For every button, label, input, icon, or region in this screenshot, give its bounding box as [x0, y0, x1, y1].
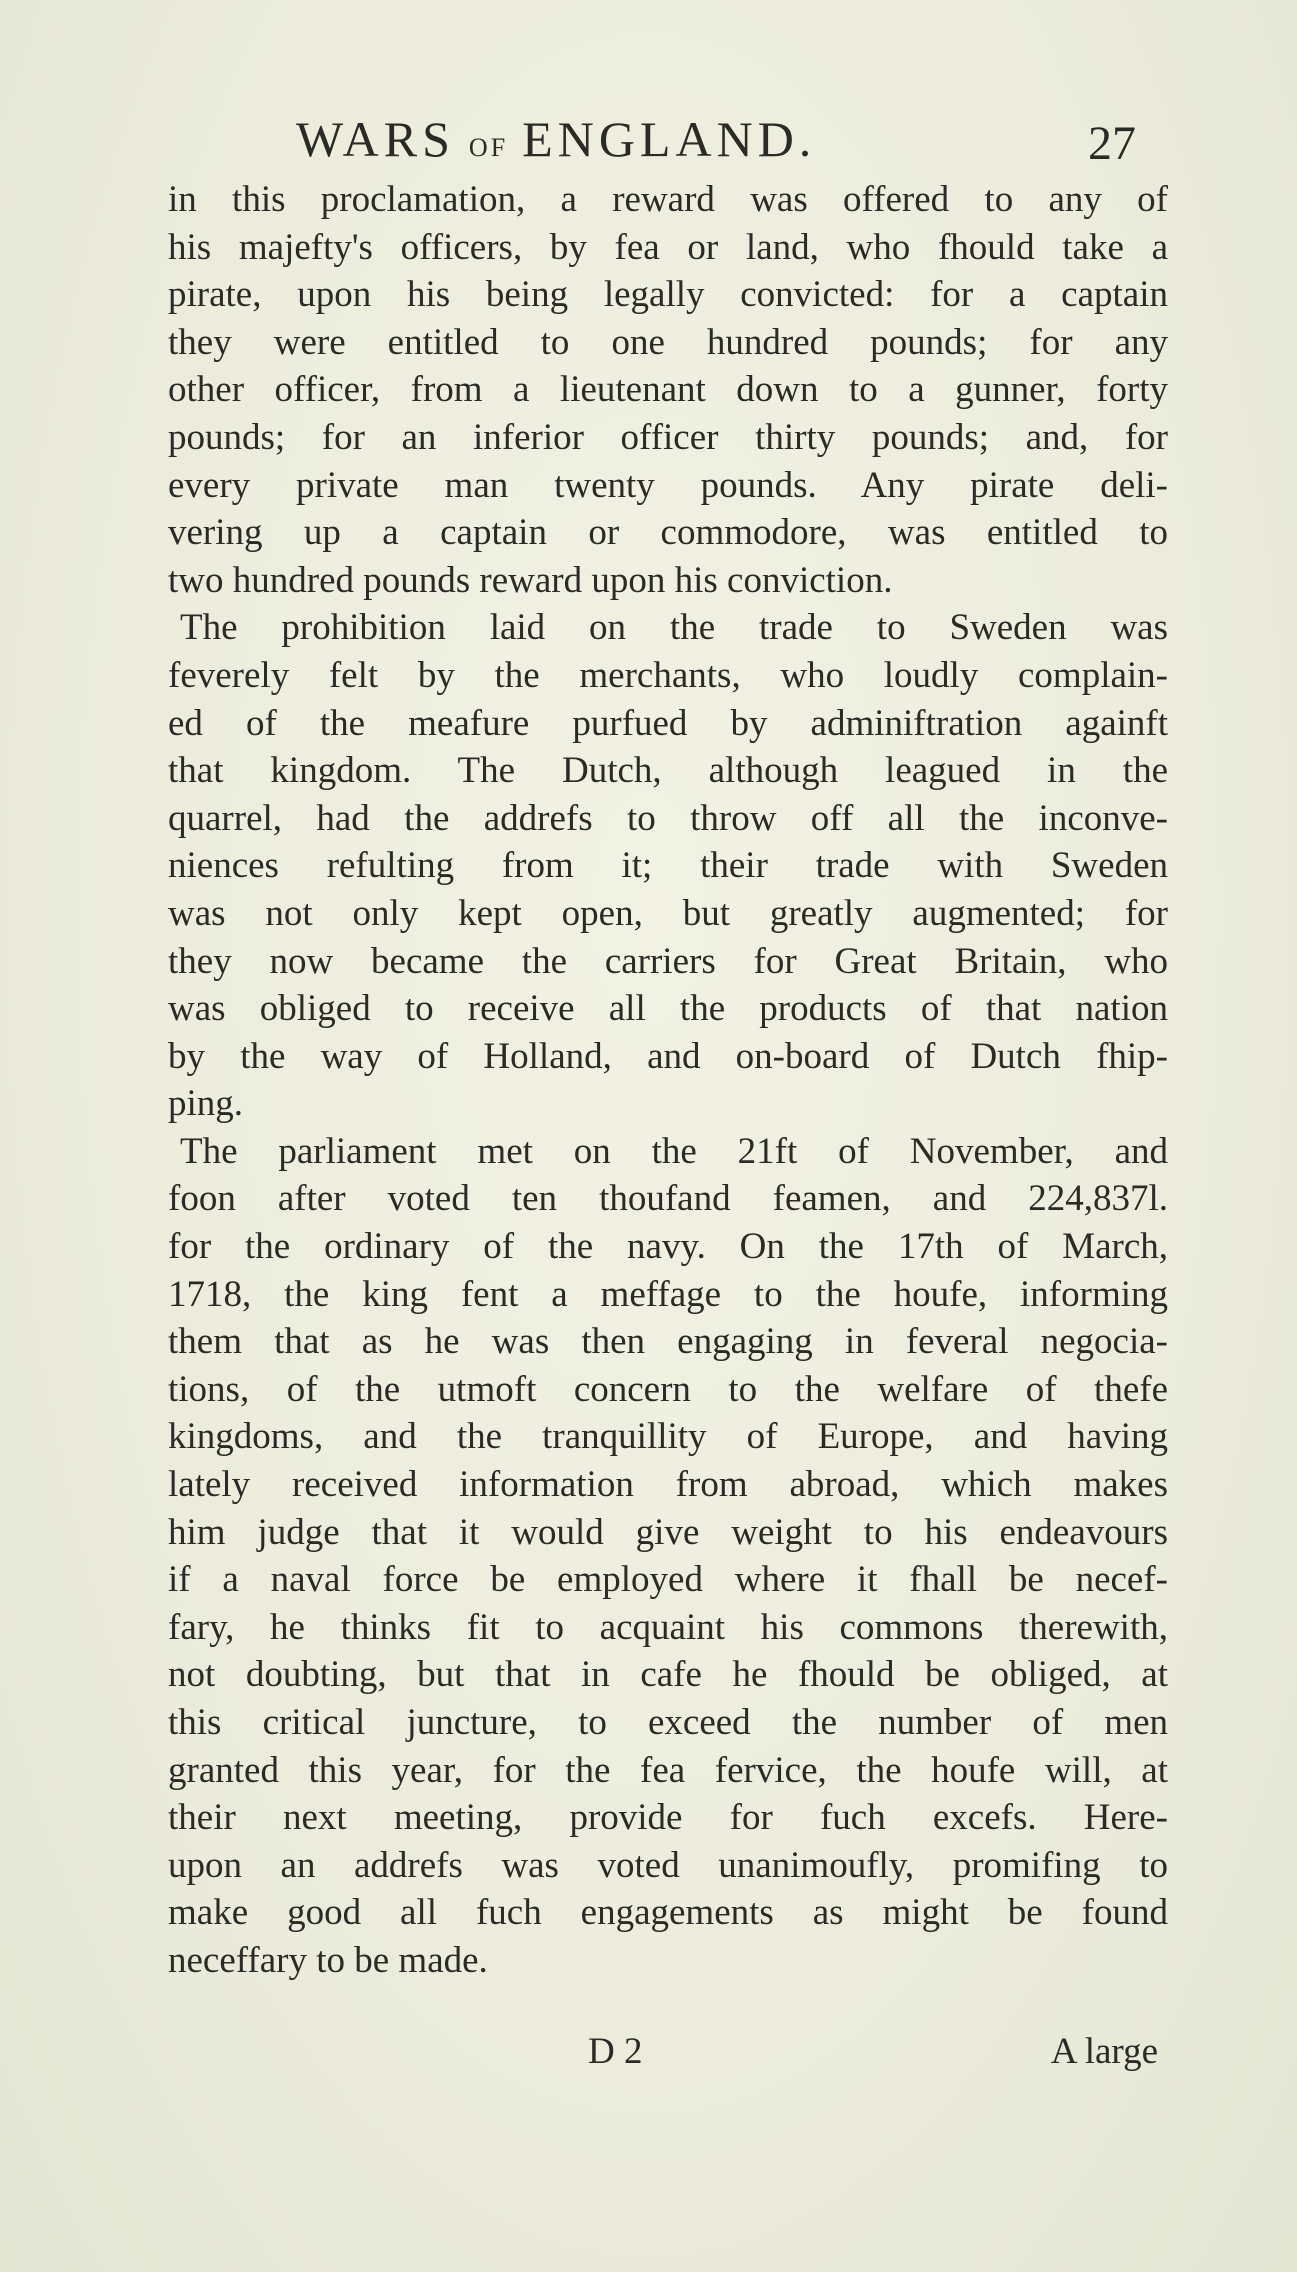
text-line: if a naval force be employed where it fhall be necef- [168, 1559, 1168, 1601]
running-title-part1: WARS [296, 111, 455, 167]
text-line: feverely felt by the merchants, who loudly complain- [168, 654, 1168, 696]
text-line: niences refulting from it; their trade with Sweden [168, 845, 1168, 887]
text-line: ping. [168, 1083, 244, 1125]
text-line: that kingdom. The Dutch, although leagued in the [168, 750, 1168, 792]
text-line: their next meeting, provide for fuch excefs. Here- [168, 1797, 1168, 1839]
running-title [296, 110, 816, 168]
text-line: pounds; for an inferior officer thirty pounds; and, for [168, 416, 1168, 458]
text-line: upon an addrefs was voted unanimoufly, promifing to [168, 1844, 1168, 1886]
page-footer [168, 2030, 1168, 2080]
text-line: every private man twenty pounds. Any pirate deli- [168, 464, 1168, 506]
text-line: was obliged to receive all the products of that nation [168, 988, 1168, 1030]
body-text [168, 176, 1168, 1985]
text-line: them that as he was then engaging in feveral negocia- [168, 1321, 1168, 1363]
paragraph-start: The parliament met on the 21ft of November, and [180, 1130, 1168, 1172]
text-line: other officer, from a lieutenant down to a gunner, forty [168, 369, 1168, 411]
text-line: tions, of the utmoft concern to the welfare of thefe [168, 1368, 1168, 1410]
text-line: him judge that it would give weight to his endeavours [168, 1511, 1168, 1553]
text-line: kingdoms, and the tranquillity of Europe, and having [168, 1416, 1168, 1458]
text-line: quarrel, had the addrefs to throw off all the inconve- [168, 797, 1168, 839]
text-line: was not only kept open, but greatly augmented; for [168, 892, 1168, 934]
text-line: fary, he thinks fit to acquaint his commons therewith, [168, 1606, 1168, 1648]
text-line: foon after voted ten thoufand feamen, and 224,837l. [168, 1178, 1168, 1220]
text-line: his majefty's officers, by fea or land, who fhould take a [168, 226, 1168, 268]
text-line: vering up a captain or commodore, was entitled to [168, 512, 1168, 554]
text-line: they now became the carriers for Great Britain, who [168, 940, 1168, 982]
running-head [296, 110, 1176, 170]
running-title-part2: ENGLAND. [522, 111, 817, 167]
text-line: pirate, upon his being legally convicted: for a captain [168, 274, 1168, 316]
text-line: make good all fuch engagements as might be found [168, 1892, 1168, 1934]
text-line: lately received information from abroad, which makes [168, 1464, 1168, 1506]
text-line: two hundred pounds reward upon his conviction. [168, 559, 893, 601]
text-line: they were entitled to one hundred pounds; for any [168, 321, 1168, 363]
page-number: 27 [1088, 117, 1136, 170]
text-line: not doubting, but that in cafe he fhould be obliged, at [168, 1654, 1168, 1696]
signature-mark: D 2 [588, 2031, 643, 2072]
text-line: 1718, the king fent a meffage to the houfe, informing [168, 1273, 1168, 1315]
running-title-of: OF [468, 133, 509, 162]
text-line: ed of the meafure purfued by adminiftration againft [168, 702, 1168, 744]
text-line: neceffary to be made. [168, 1939, 488, 1981]
text-line: granted this year, for the fea fervice, the houfe will, at [168, 1749, 1168, 1791]
text-line: by the way of Holland, and on-board of Dutch fhip- [168, 1035, 1168, 1077]
catchword: A large [1050, 2031, 1158, 2072]
paragraph-start: The prohibition laid on the trade to Sweden was [180, 607, 1168, 649]
text-line: this critical juncture, to exceed the number of men [168, 1702, 1168, 1743]
text-line: in this proclamation, a reward was offered to any of [168, 179, 1168, 220]
text-line: for the ordinary of the navy. On the 17th of March, [168, 1226, 1168, 1268]
